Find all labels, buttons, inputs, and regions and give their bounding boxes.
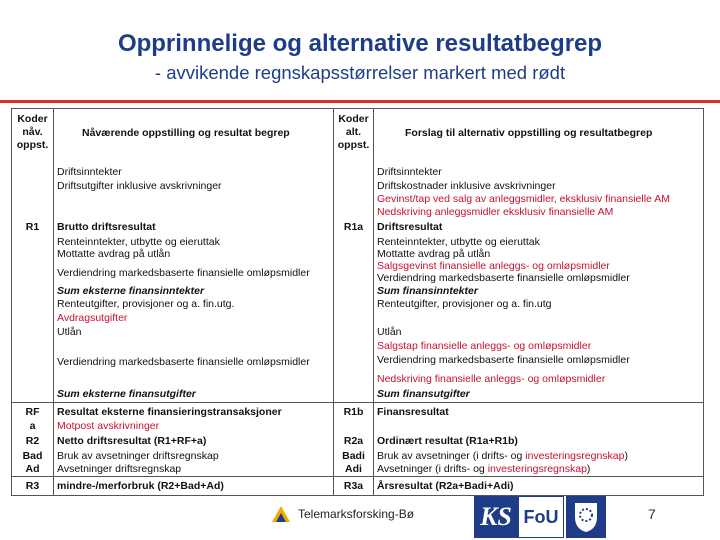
left-row: Netto driftsresultat (R1+RF+a) bbox=[57, 435, 207, 447]
code-rf: RF bbox=[25, 406, 40, 418]
left-row: Verdiendring markedsbaserte finansielle omløpsmidler bbox=[57, 356, 310, 368]
right-row: Verdiendring markedsbaserte finansielle omløpsmidler bbox=[377, 354, 630, 366]
right-row: Salgstap finansielle anleggs- og omløpsmidler bbox=[377, 340, 592, 352]
code-bad: Bad bbox=[22, 450, 43, 462]
ks-logo-text: KS bbox=[480, 502, 512, 531]
right-row: Avsetninger (i drifts- og investeringsregnskap) bbox=[377, 463, 591, 475]
right-row: Bruk av avsetninger (i drifts- og investeringsregnskap) bbox=[377, 450, 628, 462]
right-row: Driftsinntekter bbox=[377, 166, 442, 178]
left-row: Resultat eksterne finansieringstransaksjoner bbox=[57, 406, 282, 418]
left-row: Driftsinntekter bbox=[57, 166, 122, 178]
row-divider bbox=[11, 476, 703, 477]
left-row: Renteinntekter, utbytte og eieruttak bbox=[57, 236, 220, 248]
right-row: Salgsgevinst finansielle anleggs- og omløpsmidler bbox=[377, 260, 610, 272]
right-row: Driftskostnader inklusive avskrivninger bbox=[377, 180, 556, 192]
left-row: Sum eksterne finansutgifter bbox=[57, 388, 196, 400]
right-row: Utlån bbox=[377, 326, 402, 338]
code-r1b: R1b bbox=[343, 406, 364, 418]
code-r3a: R3a bbox=[343, 480, 364, 492]
code-r3: R3 bbox=[25, 480, 40, 492]
right-row: Nedskriving finansielle anleggs- og omløpsmidler bbox=[377, 373, 606, 385]
page-number: 7 bbox=[648, 506, 656, 522]
left-row: Driftsutgifter inklusive avskrivninger bbox=[57, 180, 222, 192]
left-row: Avdragsutgifter bbox=[57, 312, 128, 324]
right-row: Årsresultat (R2a+Badi+Adi) bbox=[377, 480, 514, 492]
fou-logo bbox=[518, 496, 564, 538]
code-r2: R2 bbox=[25, 435, 40, 447]
code-a: a bbox=[29, 420, 36, 432]
right-row: Ordinært resultat (R1a+R1b) bbox=[377, 435, 518, 447]
header-codes-now: Koder nåv. oppst. bbox=[16, 113, 49, 151]
left-row: Motpost avskrivninger bbox=[57, 420, 160, 432]
right-row: Renteinntekter, utbytte og eieruttak bbox=[377, 236, 540, 248]
title-divider bbox=[0, 100, 720, 103]
right-row: Gevinst/tap ved salg av anleggsmidler, eksklusiv finansielle AM bbox=[377, 193, 670, 205]
left-row: mindre-/merforbruk (R2+Bad+Ad) bbox=[57, 480, 224, 492]
header-alt-title: Forslag til alternativ oppstilling og resultatbegrep bbox=[405, 127, 653, 139]
right-row: Renteutgifter, provisjoner og a. fin.utg bbox=[377, 298, 552, 310]
right-row: Driftsresultat bbox=[377, 221, 443, 233]
header-now-title: Nåværende oppstilling og resultat begrep bbox=[82, 127, 290, 139]
left-row: Mottatte avdrag på utlån bbox=[57, 248, 171, 260]
shield-icon bbox=[573, 501, 599, 533]
col-divider bbox=[373, 108, 374, 496]
shield-logo bbox=[566, 496, 606, 538]
left-row: Bruk av avsetninger driftsregnskap bbox=[57, 450, 219, 462]
left-row: Renteutgifter, provisjoner og a. fin.utg. bbox=[57, 298, 235, 310]
fou-logo-text: FoU bbox=[523, 507, 559, 527]
right-row: Finansresultat bbox=[377, 406, 449, 418]
right-row: Sum finansutgifter bbox=[377, 388, 470, 400]
row-divider bbox=[11, 402, 703, 403]
telemarksforsking-logo-icon bbox=[270, 504, 292, 524]
code-ad: Ad bbox=[25, 463, 40, 475]
code-r1a: R1a bbox=[343, 221, 364, 233]
right-row: Mottatte avdrag på utlån bbox=[377, 248, 491, 260]
code-adi: Adi bbox=[345, 463, 362, 475]
slide-title: Opprinnelige og alternative resultatbegrep bbox=[117, 30, 603, 57]
slide-subtitle: - avvikende regnskapsstørrelser markert med rødt bbox=[154, 62, 566, 83]
ks-logo bbox=[474, 496, 518, 538]
footer-org-name: Telemarksforsking-Bø bbox=[298, 507, 415, 521]
left-row: Brutto driftsresultat bbox=[57, 221, 156, 233]
col-divider bbox=[53, 108, 54, 496]
header-codes-alt: Koder alt. oppst. bbox=[337, 113, 370, 151]
left-row: Verdiendring markedsbaserte finansielle omløpsmidler bbox=[57, 267, 310, 279]
right-row: Verdiendring markedsbaserte finansielle omløpsmidler bbox=[377, 272, 630, 284]
footer-organization bbox=[270, 504, 414, 524]
left-row: Avsetninger driftsregnskap bbox=[57, 463, 182, 475]
code-badi: Badi bbox=[342, 450, 365, 462]
code-r2a: R2a bbox=[343, 435, 364, 447]
right-row: Nedskriving anleggsmidler eksklusiv finansielle AM bbox=[377, 206, 614, 218]
left-row: Sum eksterne finansinntekter bbox=[57, 285, 205, 297]
right-row: Sum finansinntekter bbox=[377, 285, 478, 297]
code-r1: R1 bbox=[25, 221, 40, 233]
left-row: Utlån bbox=[57, 326, 82, 338]
